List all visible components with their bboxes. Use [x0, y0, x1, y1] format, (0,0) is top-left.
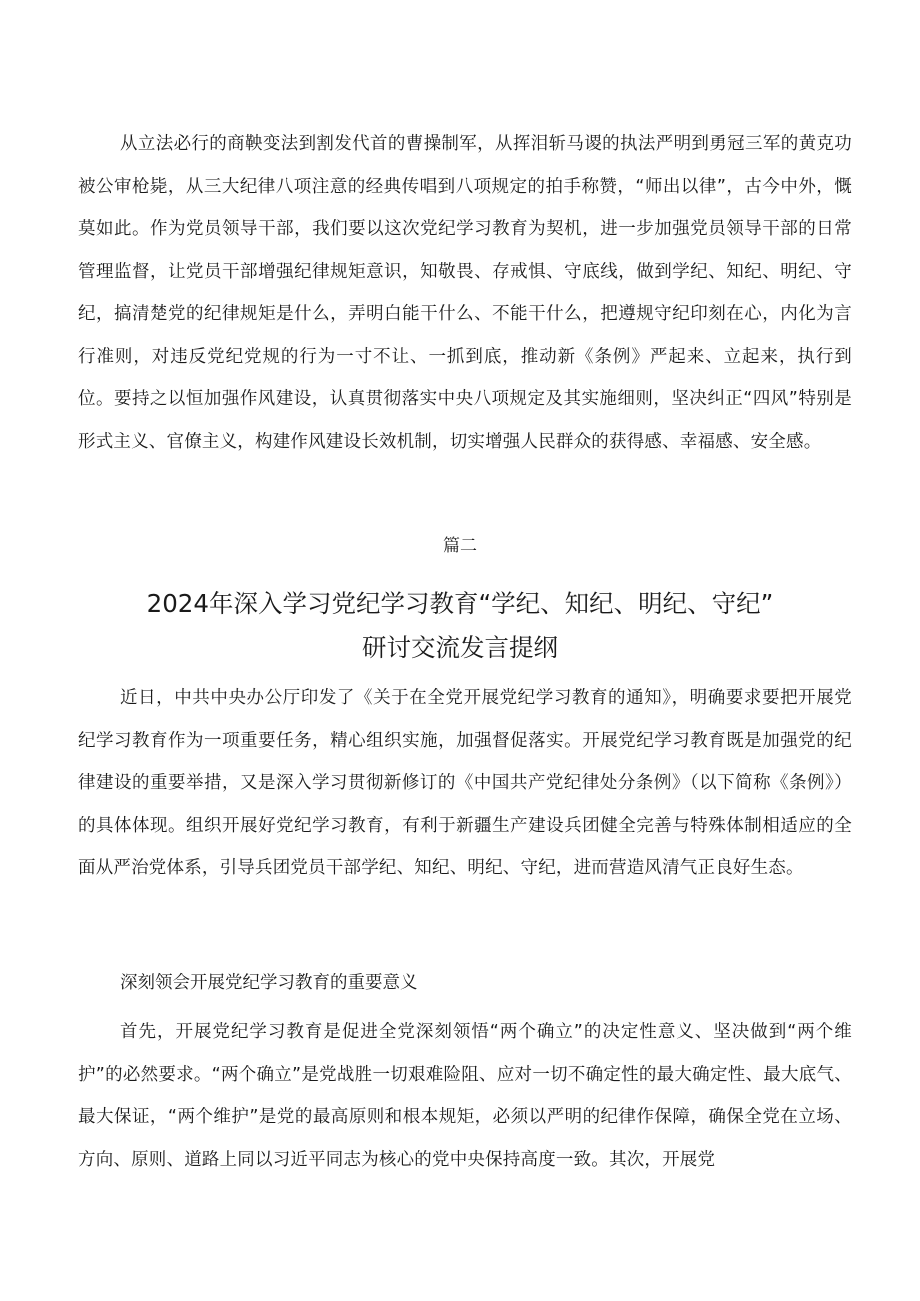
body-paragraph-1: 从立法必行的商鞅变法到割发代首的曹操制军，从挥泪斩马谡的执法严明到勇冠三军的黄克功被公审枪毙，从三大纪律八项注意的经典传唱到八项规定的拍手称赞，“师出以律”，古今中外，慨莫如此。作为党员领导干部，我们要以这次党纪学习教育为契机，进一步加强党员领导干部的日常管理监督，让党员干部增强纪律规矩意识，知敬畏、存戒惧、守底线，做到学纪、知纪、明纪、守纪，搞清楚党的纪律规矩是什么，弄明白能干什么、不能干什么，把遵规守纪印刻在心，内化为言行准则，对违反党纪党规的行为一寸不让、一抓到底，推动新《条例》严起来、立起来，执行到位。要持之以恒加强作风建设，认真贯彻落实中央八项规定及其实施细则，坚决纠正“四风”特别是形式主义、官僚主义，构建作风建设长效机制，切实增强人民群众的获得感、幸福感、安全感。	[78, 134, 852, 452]
title-line-2: 研讨交流发言提纲	[362, 633, 558, 662]
document-title	[60, 582, 860, 670]
title-line-1: 2024年深入学习党纪学习教育“学纪、知纪、明纪、守纪”	[146, 589, 774, 618]
section-subheading: 深刻领会开展党纪学习教育的重要意义	[120, 973, 418, 993]
body-paragraph-3: 首先，开展党纪学习教育是促进全党深刻领悟“两个确立”的决定性意义、坚决做到“两个维护”的必然要求。“两个确立”是党战胜一切艰难险阻、应对一切不确定性的最大确定性、最大底气、最大保证，“两个维护”是党的最高原则和根本规矩，必须以严明的纪律作保障，确保全党在立场、方向、原则、道路上同以习近平同志为核心的党中央保持高度一致。其次，开展党	[78, 1022, 852, 1170]
section-label: 篇二	[443, 536, 477, 556]
body-paragraph-2: 近日，中共中央办公厅印发了《关于在全党开展党纪学习教育的通知》，明确要求要把开展党纪学习教育作为一项重要任务，精心组织实施，加强督促落实。开展党纪学习教育既是加强党的纪律建设的重要举措，又是深入学习贯彻新修订的《中国共产党纪律处分条例》（以下简称《条例》）的具体体现。组织开展好党纪学习教育，有利于新疆生产建设兵团健全完善与特殊体制相适应的全面从严治党体系，引导兵团党员干部学纪、知纪、明纪、守纪，进而营造风清气正良好生态。	[78, 688, 852, 878]
